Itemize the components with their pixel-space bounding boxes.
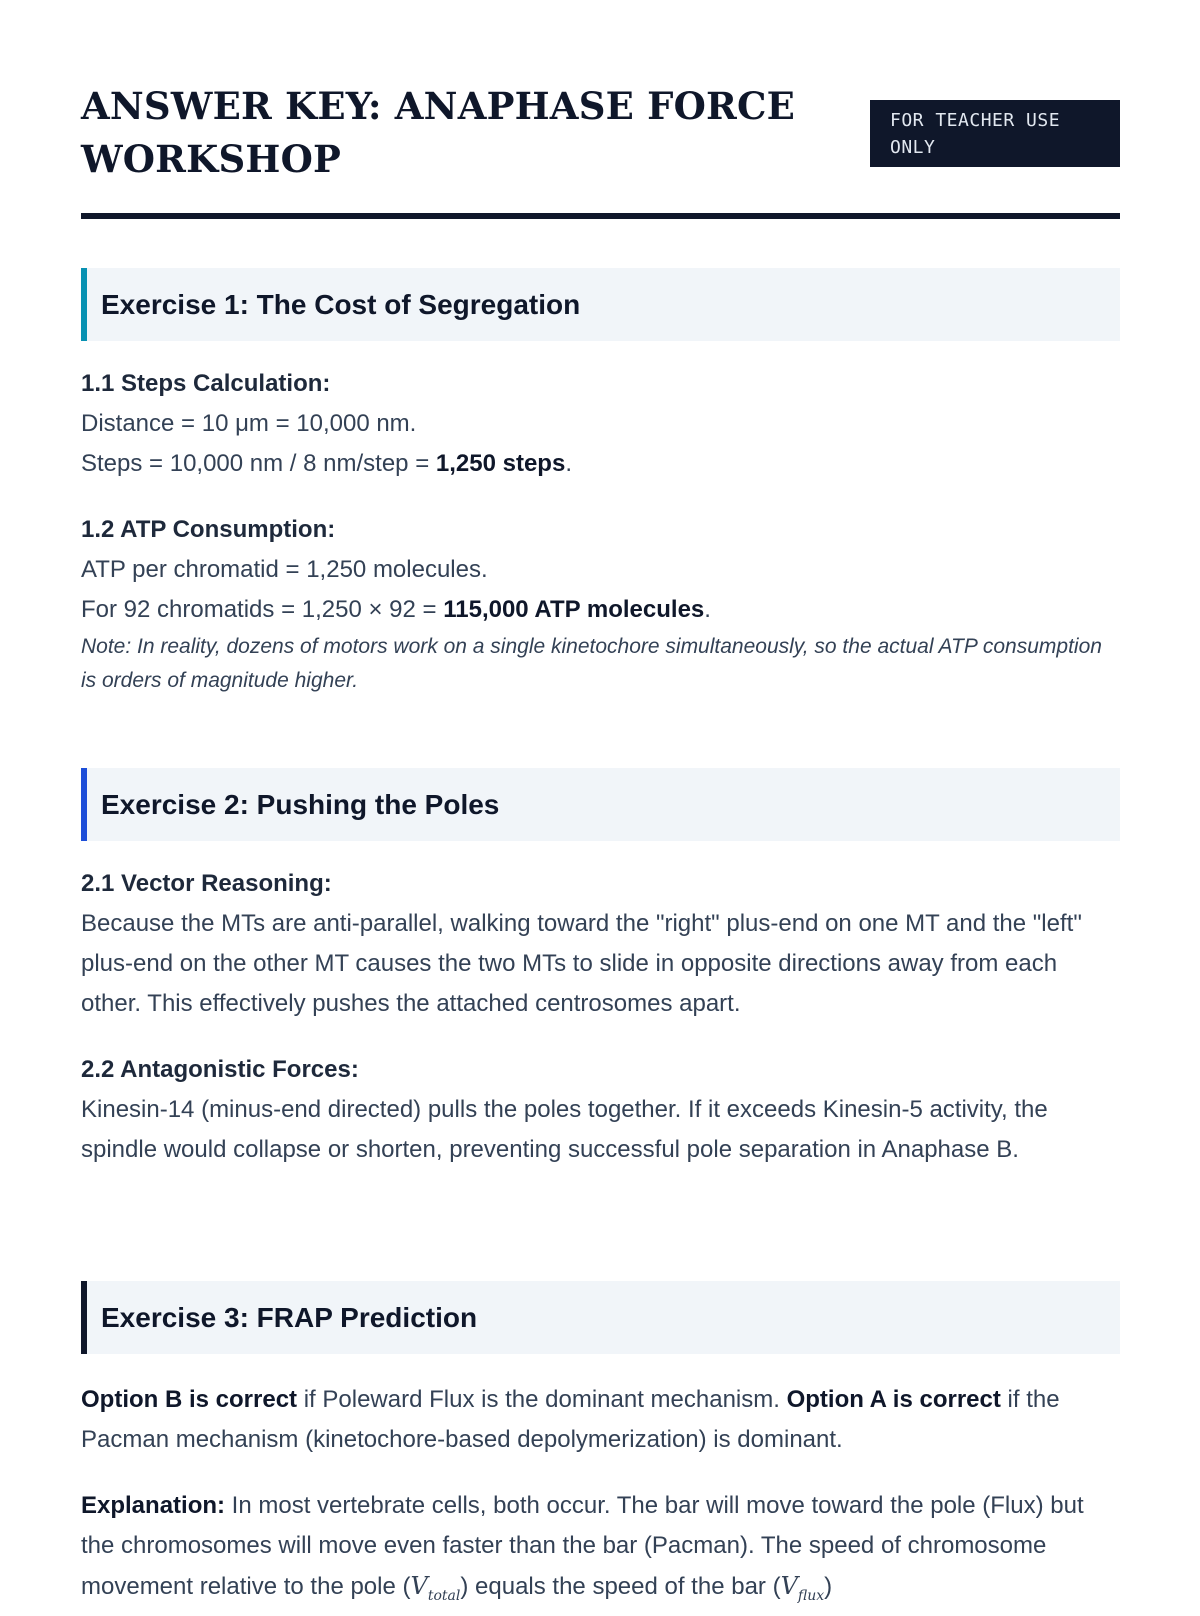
option-a-statement: Option A is correct	[786, 1386, 1001, 1413]
steps-line	[81, 444, 1120, 484]
vector-reasoning-text: Because the MTs are anti-parallel, walking toward the "right" plus-end on one MT and the "left" plus-end on the other MT causes the two MTs to slide in opposite directions away from each other. This effectively pushes the attached centrosomes apart.	[81, 910, 1082, 1017]
v-flux-symbol	[780, 1572, 825, 1604]
steps-result: 1,250 steps	[435, 450, 566, 477]
option-a-condition: if the Pacman mechanism (kinetochore-based depolymerization) is dominant.	[81, 1386, 1060, 1453]
exercise-1-1-label: 1.1 Steps Calculation:	[81, 370, 331, 397]
header-divider	[81, 213, 1120, 219]
exercise-3-heading: Exercise 3: FRAP Prediction	[81, 1281, 1120, 1354]
answer-key-page	[81, 0, 1120, 1604]
option-b-statement: Option B is correct	[81, 1386, 298, 1413]
steps-line-end: .	[565, 450, 572, 477]
exercise-1-heading: Exercise 1: The Cost of Segregation	[81, 268, 1120, 341]
atp-total-end: .	[704, 596, 711, 623]
antagonistic-forces-text: Kinesin-14 (minus-end directed) pulls the poles together. If it exceeds Kinesin-5 activity, the spindle would collapse or shorten, preventing successful pole separation in Anaphase B.	[81, 1096, 1048, 1163]
steps-line-text: Steps = 10,000 nm / 8 nm/step =	[81, 450, 436, 477]
v-total-subscript: total	[427, 1587, 461, 1604]
exercise-2-2-label: 2.2 Antagonistic Forces:	[81, 1056, 359, 1083]
exercise-2-heading: Exercise 2: Pushing the Poles	[81, 768, 1120, 841]
exercise-2-2-block	[81, 1050, 1120, 1170]
atp-per-chromatid-line: ATP per chromatid = 1,250 molecules.	[81, 556, 488, 583]
explanation-text-1: In most vertebrate cells, both occur. The bar will move toward the pole (Flux) but the chromosomes will move even faster than the bar (Pacman). The speed of chromosome movement relative to the pole (	[81, 1492, 1084, 1600]
exercise-1-2-label: 1.2 ATP Consumption:	[81, 516, 336, 543]
teacher-use-badge: FOR TEACHER USE ONLY	[870, 100, 1120, 167]
exercise-3-section	[81, 1281, 1120, 1616]
v-total-main: V	[410, 1572, 428, 1600]
explanation-text-3: )	[824, 1573, 833, 1600]
v-flux-subscript: flux	[797, 1587, 825, 1604]
exercise-2-1-block	[81, 864, 1120, 1024]
document-title: ANSWER KEY: ANAPHASE FORCE WORKSHOP	[81, 84, 795, 181]
exercise-1-2-block	[81, 510, 1120, 698]
exercise-1-1-block	[81, 364, 1120, 484]
exercise-2-1-label: 2.1 Vector Reasoning:	[81, 870, 332, 897]
exercise-2-section	[81, 768, 1120, 1170]
explanation-label: Explanation:	[81, 1492, 226, 1519]
distance-line: Distance = 10 μm = 10,000 nm.	[81, 410, 417, 437]
frap-options-paragraph	[81, 1380, 1120, 1460]
v-flux-main: V	[780, 1572, 798, 1600]
explanation-text-2: ) equals the speed of the bar (	[460, 1573, 781, 1600]
atp-total-line	[81, 590, 1120, 630]
exercise-1-section	[81, 268, 1120, 698]
frap-explanation-paragraph	[81, 1486, 1120, 1616]
atp-note: Note: In reality, dozens of motors work on a single kinetochore simultaneously, so the actual ATP consumption is orders of magnitude higher.	[81, 635, 1102, 692]
atp-total-text: For 92 chromatids = 1,250 × 92 =	[81, 596, 444, 623]
atp-total-result: 115,000 ATP molecules	[443, 596, 705, 623]
document-header	[81, 0, 1120, 222]
v-total-symbol	[410, 1572, 461, 1604]
option-b-condition: if Poleward Flux is the dominant mechanism.	[297, 1386, 787, 1413]
